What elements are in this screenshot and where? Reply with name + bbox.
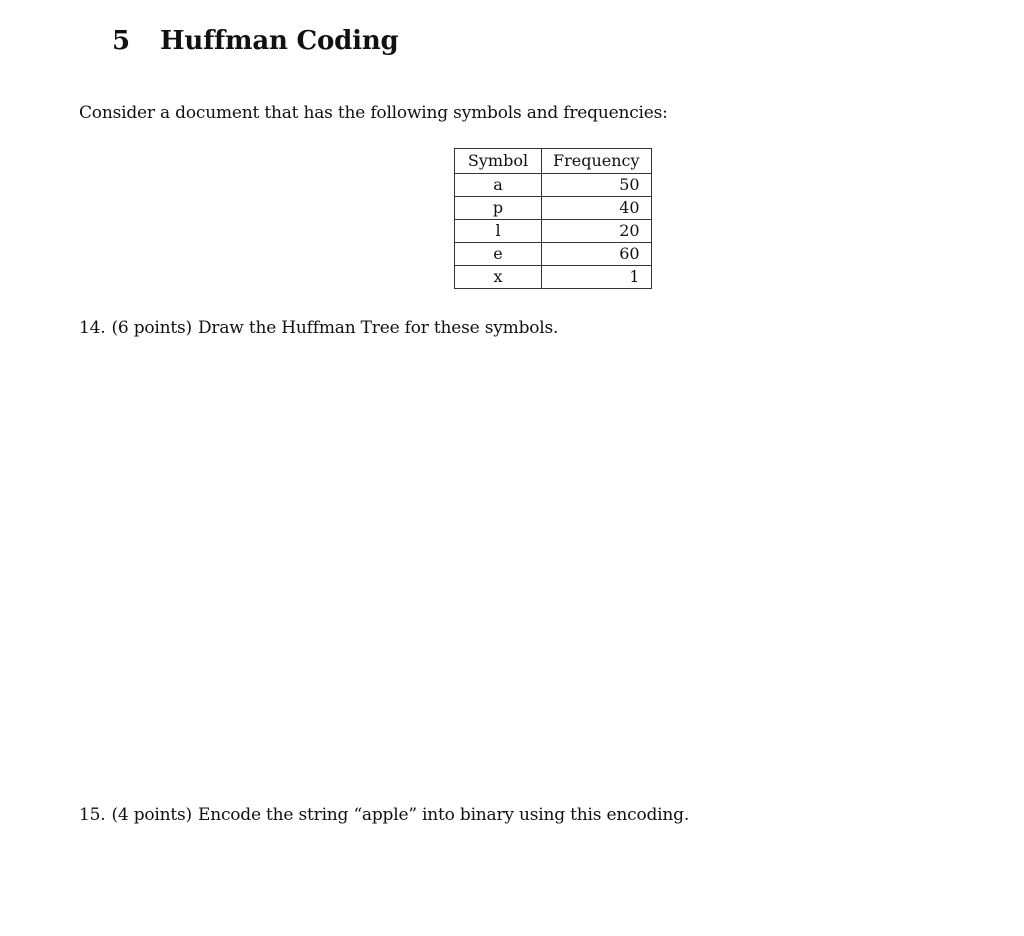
- section-number: 5: [112, 26, 130, 56]
- question-number: 15.: [79, 805, 106, 825]
- question-number: 14.: [79, 318, 106, 338]
- section-heading: [112, 26, 399, 56]
- frequency-cell: 1: [542, 266, 652, 289]
- symbol-column-header: Symbol: [455, 149, 542, 174]
- question-15: [79, 805, 689, 825]
- table-row: [455, 243, 652, 266]
- question-points: (4 points): [111, 805, 192, 825]
- question-text: Encode the string “apple” into binary using this encoding.: [197, 805, 690, 825]
- frequency-table: [454, 148, 652, 289]
- frequency-column-header: Frequency: [542, 149, 652, 174]
- frequency-cell: 20: [542, 220, 652, 243]
- section-title: Huffman Coding: [160, 26, 399, 56]
- symbol-cell: l: [455, 220, 542, 243]
- question-text: Draw the Huffman Tree for these symbols.: [197, 318, 559, 338]
- intro-text: Consider a document that has the following symbols and frequencies:: [79, 103, 668, 123]
- symbol-cell: e: [455, 243, 542, 266]
- table-row: [455, 266, 652, 289]
- symbol-cell: a: [455, 174, 542, 197]
- table-row: [455, 174, 652, 197]
- table-row: [455, 197, 652, 220]
- table-row: [455, 220, 652, 243]
- question-14: [79, 318, 558, 338]
- table-header-row: [455, 149, 652, 174]
- frequency-cell: 40: [542, 197, 652, 220]
- question-points: (6 points): [111, 318, 192, 338]
- frequency-cell: 60: [542, 243, 652, 266]
- symbol-cell: p: [455, 197, 542, 220]
- symbol-cell: x: [455, 266, 542, 289]
- frequency-cell: 50: [542, 174, 652, 197]
